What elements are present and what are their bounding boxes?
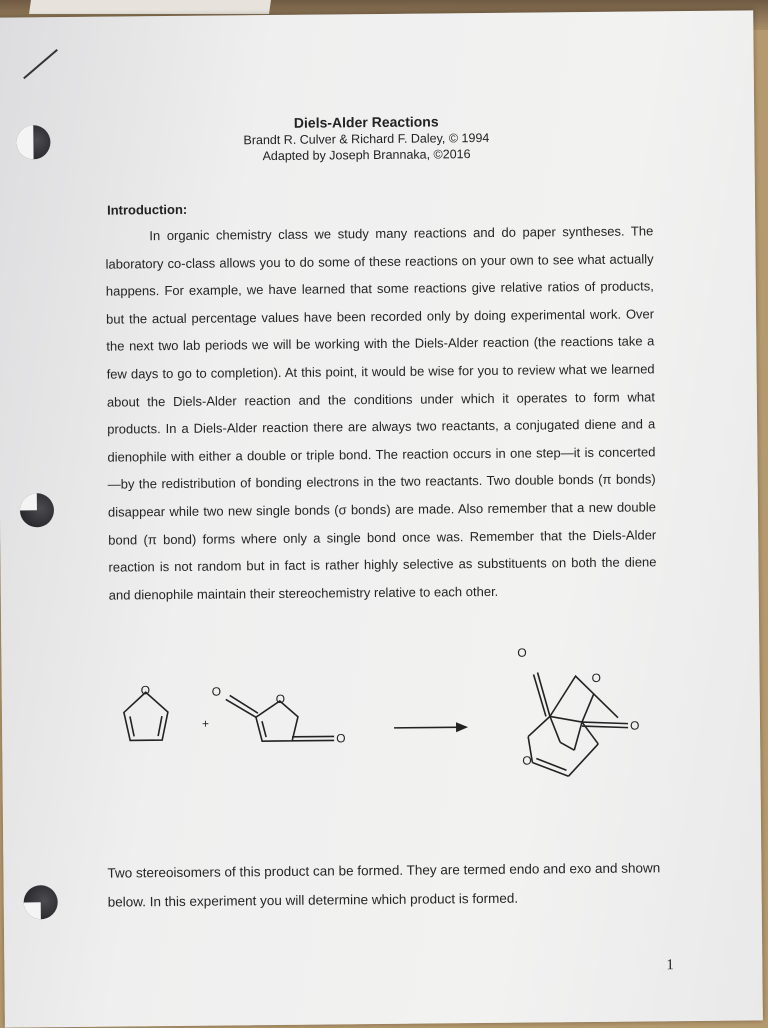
anhydride-carbonyl-o-left: O [212,685,221,699]
adapted-line: Adapted by Joseph Brannaka, ©2016 [0,145,737,166]
anhydride-ring-oxygen: O [276,692,285,706]
authors-line: Brandt R. Culver & Richard F. Daley, © 1994 [0,129,736,150]
plus-sign: + [202,717,209,731]
product-bridge-oxygen: O [522,754,531,768]
product-carbonyl-o-right: O [630,719,639,733]
anhydride-carbonyl-o-right: O [336,731,345,745]
header [0,111,737,166]
page-number: 1 [666,957,674,974]
desk-object [29,0,271,14]
arrow-head [456,722,468,732]
reaction-arrow [394,727,466,728]
reaction-scheme [97,631,678,787]
punch-hole-middle [20,493,54,527]
document-page [0,10,763,1027]
intro-paragraph [105,217,657,609]
intro-paragraph-text: In organic chemistry class we study many reactions and do paper syntheses. The laboratory co-class allows you to do some of these reactions on your own to see what actually happens. For example, we have learned that some reactions give relative ratios of products, but the actual percentage values have been recorded only by doing experimental work. Over the next two lab periods we will be working with the Diels-Alder reaction (the reactions take a few days to go to completion). At this point, it would be wise for you to review what we learned about the Diels-Alder reaction and the conditions under which it operates to form what products. In a Diels-Alder reaction there are always two reactants, a conjugated diene and a dienophile with either a double or triple bond. The reaction occurs in one step—it is concerted—by the redistribution of bonding electrons in the two reactants. Two double bonds (π bonds) disappear while two new single bonds (σ bonds) are made. Also remember that a new double bond (π bond) forms where only a single bond once was. Remember that the Diels-Alder reaction is not random but in fact is rather highly selective as substituents on both the diene and dienophile maintain their stereochemistry relative to each other. [106,223,657,602]
furan-oxygen-label: O [141,683,150,697]
page-title: Diels-Alder Reactions [0,111,736,134]
product-ring-oxygen: O [592,671,601,685]
closing-paragraph: Two stereoisomers of this product can be formed. They are termed endo and exo and shown below. In this experiment you will determine which product is formed. [107,853,668,916]
punch-hole-bottom [24,885,58,919]
intro-heading: Introduction: [107,202,187,218]
product-structure [528,672,629,777]
furan-structure [124,692,168,740]
pen-mark [23,49,58,79]
product-carbonyl-o-top: O [517,646,526,660]
